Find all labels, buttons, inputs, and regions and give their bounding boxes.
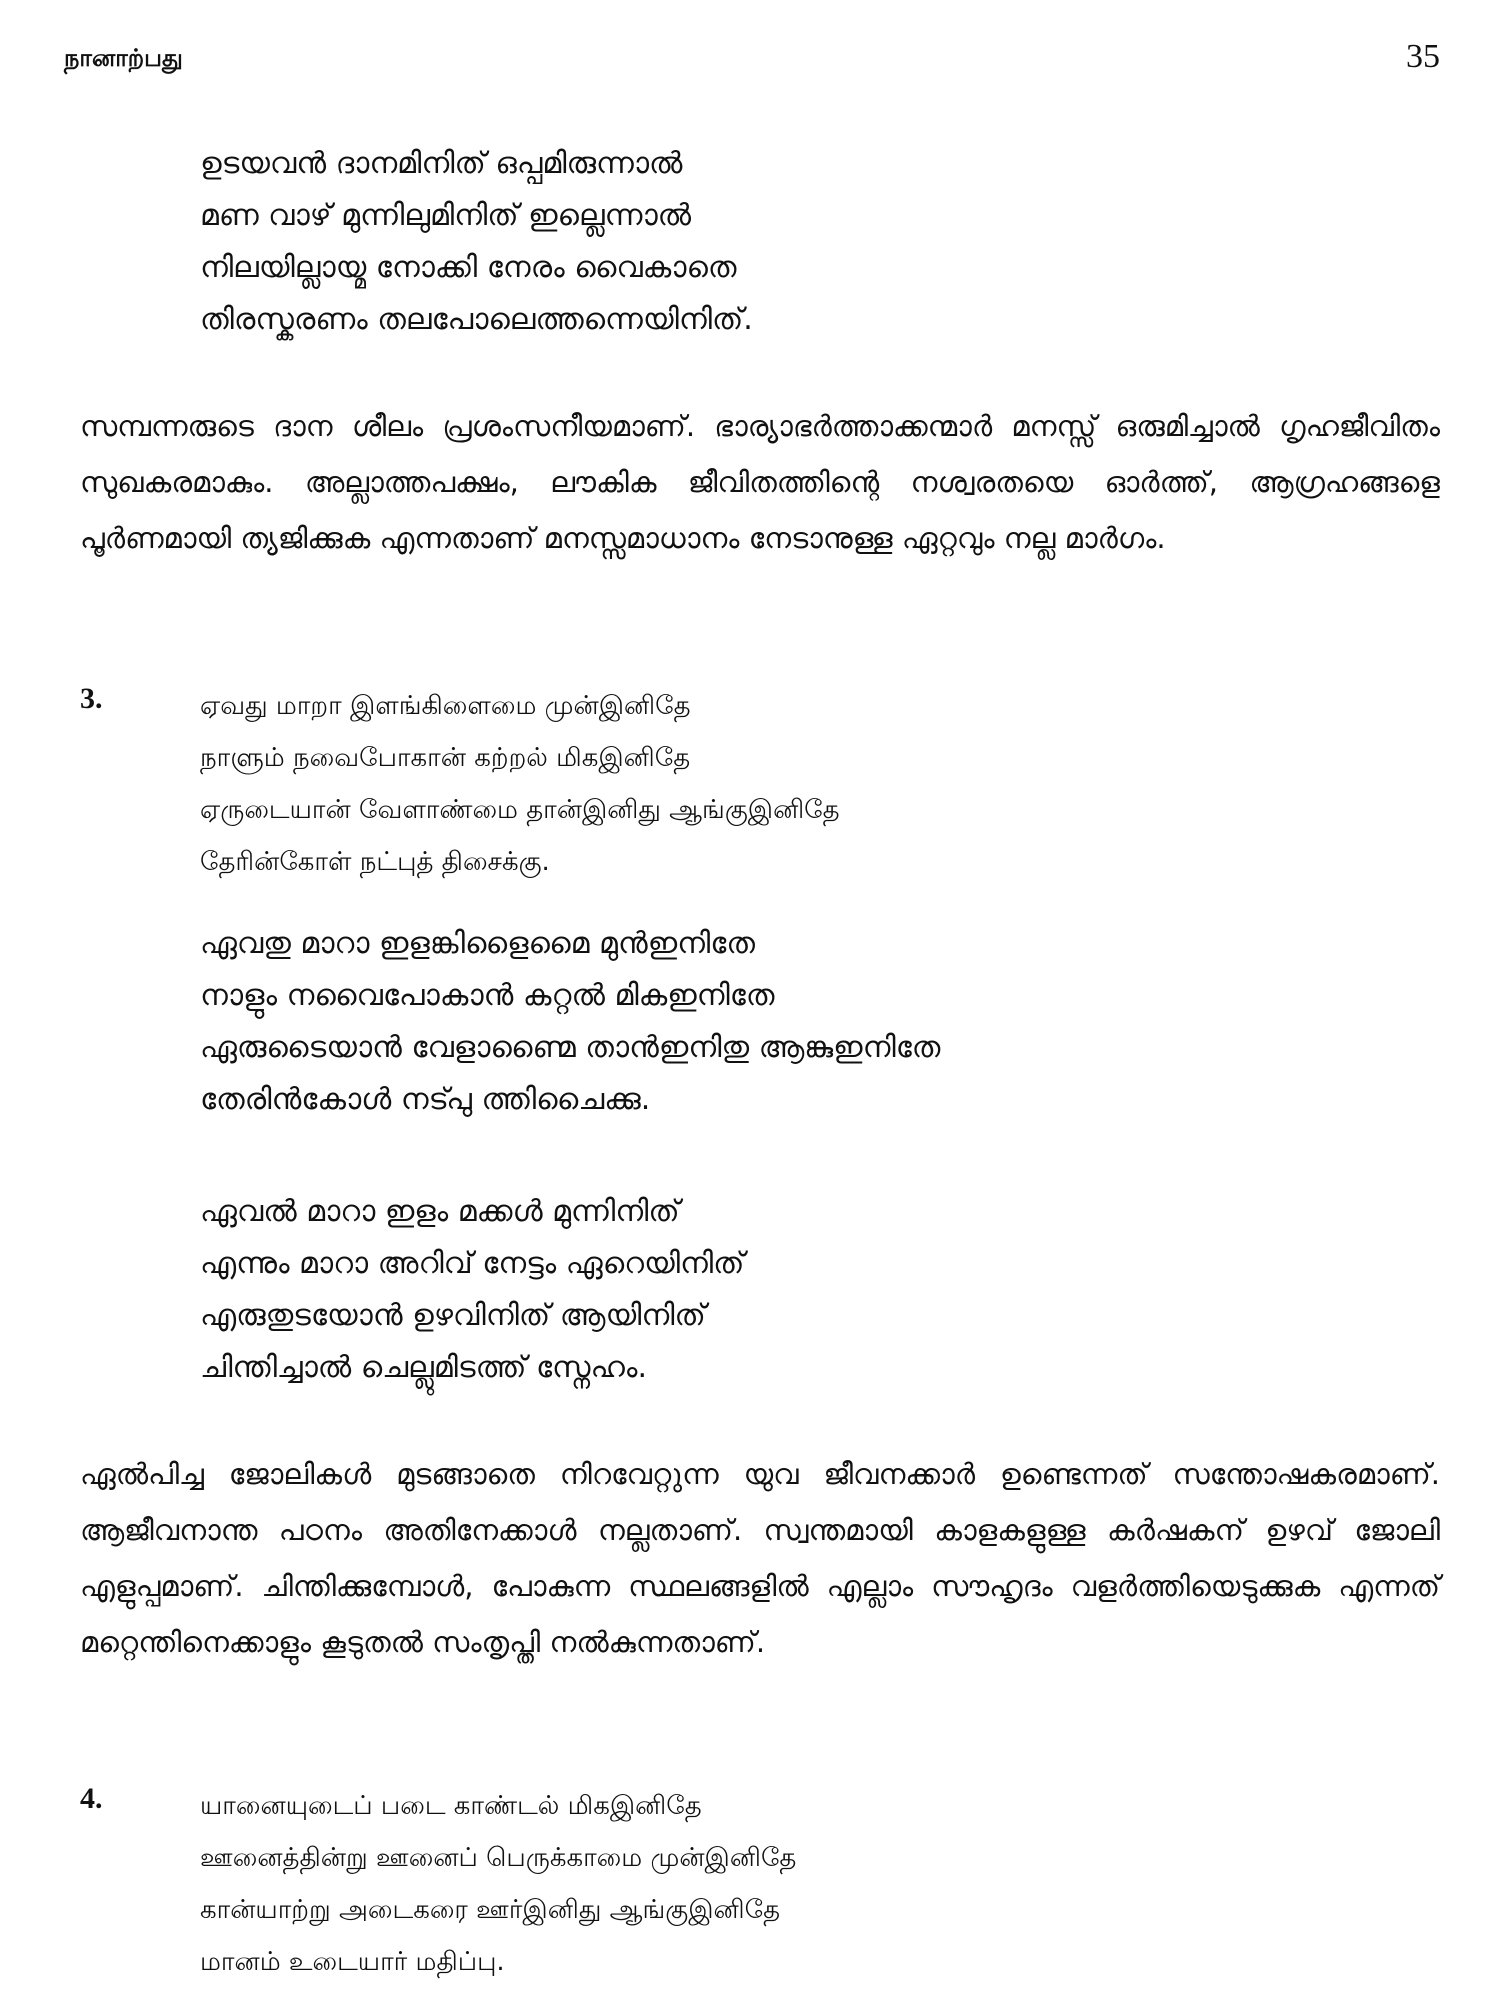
verse-line: ചിന്തിച്ചാൽ ചെല്ലുമിടത്ത് സ്നേഹം. [200,1350,647,1385]
verse-line: ഏവൽ മാറാ ഇളം മക്കൾ മുന്നിനിത് [200,1194,680,1229]
verse-line: തിരസ്കരണം തലപോലെത്തന്നെയിനിത്. [200,302,753,337]
verse-line: എരുതുടയോൻ ഉഴവിനിത് ആയിനിത് [200,1298,706,1333]
verse-line: தேரின்கோள் நட்புத் திசைக்கு. [200,847,550,877]
verse-line: கான்யாற்று அடைகரை ஊர்இனிது ஆங்குஇனிதே [200,1895,781,1925]
verse-line: ஊனைத்தின்று ஊனைப் பெருக்காமை முன்இனிதே [200,1843,797,1873]
verse-line: തേരിൻകോൾ നട്പു ത്തിചൈക്കു. [200,1082,651,1117]
verse-line: നാളും നവൈപോകാൻ കറ്റൽ മികഇനിതേ [200,978,775,1013]
commentary-paragraph-1: സമ്പന്നരുടെ ദാന ശീലം പ്രശംസനീയമാണ്. ഭാര്യാഭർത്താക്കന്മാർ മനസ്സ് ഒരുമിച്ചാൽ ഗൃഹജീവിതം സുഖകരമാകും. അല്ലാത്തപക്ഷം, ലൗകിക ജീവിതത്തിന്റെ നശ്വരതയെ ഓർത്ത്, ആഗ്രഹങ്ങളെ പൂർണമായി ത്യജിക്കുക എന്നതാണ് മനസ്സമാധാനം നേടാനുള്ള ഏറ്റവും നല്ല മാർഗം. [80,409,1440,555]
item-number-4: 4. [80,1782,103,1815]
item-3-translation [200,1186,744,1394]
verse-line: ഏരുടൈയാൻ വേളാണ്മൈ താൻഇനിതു ആങ്കുഇനിതേ [200,1030,941,1065]
verse-line: ஏவது மாறா இளங்கிளைமை முன்இனிதே [200,691,691,721]
running-title: நானாற்பது [64,44,183,72]
page-number: 35 [1406,38,1440,75]
item-number-3: 3. [80,682,103,715]
verse-line: നിലയില്ലായ്മ നോക്കി നേരം വൈകാതെ [200,250,737,285]
commentary-paragraph-2: ഏൽപിച്ച ജോലികൾ മുടങ്ങാതെ നിറവേറ്റുന്ന യുവ ജീവനക്കാർ ഉണ്ടെന്നത് സന്തോഷകരമാണ്. ആജീവനാന്ത പഠനം അതിനേക്കാൾ നല്ലതാണ്. സ്വന്തമായി കാളകളുള്ള കർഷകന് ഉഴവ് ജോലി എളുപ്പമാണ്. ചിന്തിക്കുമ്പോൾ, പോകുന്ന സ്ഥലങ്ങളിൽ എല്ലാം സൗഹൃദം വളർത്തിയെടുക്കുക എന്നത് മറ്റെന്തിനെക്കാളും കൂടുതൽ സംതൃപ്തി നൽകുന്നതാണ്. [80,1457,1440,1659]
verse-line: മണ വാഴ്‌ മുന്നിലുമിനിത് ഇല്ലെന്നാൽ [200,198,692,233]
verse-line: யானையுடைப் படை காண்டல் மிகஇனிதே [200,1791,702,1821]
verse-prev-malayalam [200,138,753,346]
verse-line: ஏருடையான் வேளாண்மை தான்இனிது ஆங்குஇனிதே [200,795,840,825]
verse-line: மானம் உடையார் மதிப்பு. [200,1947,505,1977]
item-3-transliteration [200,918,940,1126]
verse-line: ഏവതു മാറാ ഇളങ്കിളൈമൈ മുൻഇനിതേ [200,926,755,961]
item-4-tamil-verse [200,1780,796,1988]
verse-line: എന്നും മാറാ അറിവ് നേട്ടം ഏറെയിനിത് [200,1246,745,1281]
item-3-tamil-verse [200,680,840,888]
verse-line: நாளும் நவைபோகான் கற்றல் மிகஇனிதே [200,743,691,773]
verse-line: ഉടയവൻ ദാനമിനിത് ഒപ്പമിരുന്നാൽ [200,146,683,181]
